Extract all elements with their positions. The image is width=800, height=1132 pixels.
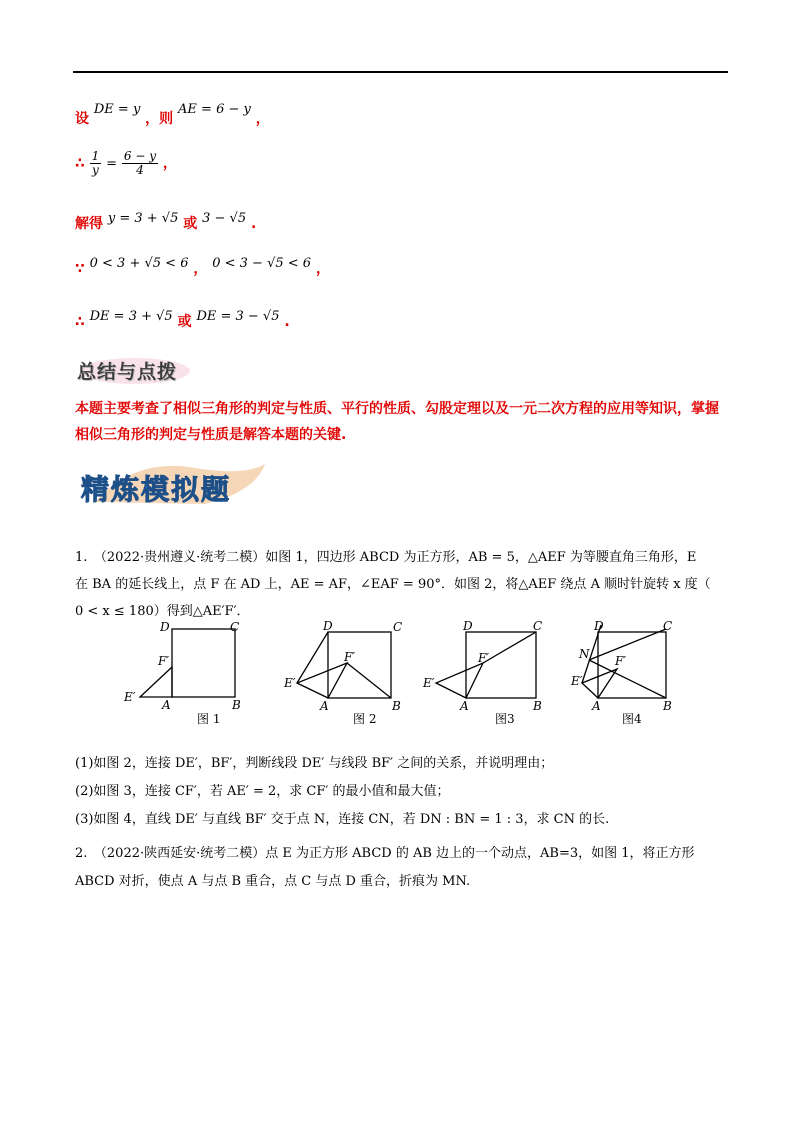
summary-banner	[75, 355, 215, 385]
summary-banner-text: 总结与点拨	[77, 361, 178, 383]
q1-line-3: 0 < x ≤ 180）得到△AE′F′．	[75, 604, 250, 619]
summary-text	[75, 396, 735, 448]
fig2-label-d: D	[323, 619, 333, 633]
fig4-line-cn	[589, 629, 666, 660]
eq-y-solution-2: 3 − √5	[202, 211, 247, 226]
q1-part-2: (2)如图 3，连接 CF′，若 AE′ = 2，求 CF′ 的最小值和最大值；	[75, 784, 450, 799]
fig4-label-e: E′	[571, 674, 583, 688]
period: .	[284, 314, 290, 330]
ineq-1: 0 < 3 + √5 < 6	[89, 256, 189, 271]
fig1-caption: 图 1	[197, 712, 221, 726]
fig1-triangle	[140, 667, 172, 697]
summary-line-1: 本题主要考查了相似三角形的判定与性质、平行的性质、勾股定理以及一元二次方程的应用等知识，掌握	[75, 401, 719, 417]
frac-num: 6 − y	[123, 149, 157, 163]
fraction-1-over-y	[90, 150, 102, 177]
fig1-square	[172, 629, 235, 697]
q1-part-3: (3)如图 4，直线 DE′ 与直线 BF′ 交于点 N，连接 CN，若 DN : BN = 1 : 3，求 CN 的长.	[75, 812, 610, 827]
fig1-label-d: D	[160, 620, 170, 634]
q1-line-2: 在 BA 的延长线上，点 F 在 AD 上，AE = AF，∠EAF = 90°．如图 2，将△AEF 绕点 A 顺时针旋转 x 度（	[75, 577, 711, 592]
period: .	[250, 216, 257, 232]
equals-sign: =	[106, 156, 118, 172]
therefore-symbol: ∴	[75, 314, 85, 330]
fraction-6-minus-y-over-4	[122, 150, 158, 177]
fig4-label-a: A	[592, 699, 601, 713]
fig1-label-b: B	[232, 698, 241, 712]
solution-line-4	[75, 252, 330, 277]
eq-de-2: DE = 3 − √5	[196, 309, 280, 324]
q2-line-1: 2. （2022·陕西延安·统考二模）点 E 为正方形 ABCD 的 AB 边上的一个动点，AB=3，如图 1，将正方形	[75, 846, 695, 861]
fig2-triangle	[297, 663, 347, 698]
header-rule	[73, 71, 728, 73]
q1-line-1: 1. （2022·贵州遵义·统考二模）如图 1，四边形 ABCD 为正方形，AB = 5，△AEF 为等腰直角三角形，E	[75, 550, 697, 565]
fig2-label-e: E′	[284, 676, 296, 690]
fig4-label-c: C	[663, 619, 673, 633]
comma: ，	[193, 261, 208, 277]
figures-panel	[110, 615, 700, 730]
or-label: 或	[183, 216, 198, 232]
fig4-label-f: F′	[615, 654, 627, 668]
fig2-caption: 图 2	[353, 712, 377, 726]
frac-den: 4	[136, 163, 144, 177]
solve-label: 解得	[75, 216, 103, 232]
ineq-2: 0 < 3 − √5 < 6	[212, 256, 312, 271]
frac-num: 1	[91, 149, 100, 163]
fig2-label-c: C	[393, 620, 403, 634]
comma: ，	[315, 261, 330, 277]
comma: ，	[162, 155, 177, 172]
then-label: ，则	[145, 111, 174, 127]
fig1-label-c: C	[230, 620, 240, 634]
fig1-label-e: E′	[124, 690, 136, 704]
fig3-triangle	[436, 663, 483, 698]
or-label: 或	[177, 314, 192, 330]
q2-line-2: ABCD 对折，使点 A 与点 B 重合，点 C 与点 D 重合，折痕为 MN.	[75, 874, 471, 889]
solution-line-5	[75, 305, 290, 330]
fig1-label-a: A	[162, 698, 171, 712]
fig2-label-b: B	[392, 699, 401, 713]
practice-banner	[75, 462, 285, 508]
fig3-label-f: F′	[478, 651, 490, 665]
fig3-label-e: E′	[423, 676, 435, 690]
fig3-line-cf	[483, 632, 536, 663]
because-symbol: ∵	[75, 261, 85, 277]
fig4-square	[598, 632, 666, 698]
eq-ae: AE = 6 − y	[178, 102, 251, 117]
fig4-label-d: D	[594, 619, 604, 633]
fig3-label-b: B	[533, 699, 542, 713]
fig4-label-n: N	[579, 647, 590, 661]
solution-line-3	[75, 207, 257, 232]
practice-banner-text: 精炼模拟题	[81, 473, 232, 506]
q1-part-1: (1)如图 2，连接 DE′，BF′，判断线段 DE′ 与线段 BF′ 之间的关系，并说明理由；	[75, 756, 554, 771]
fig4-line-bn	[589, 660, 666, 698]
let-label: 设	[75, 111, 89, 127]
fig4-label-b: B	[663, 699, 672, 713]
fig3-caption: 图3	[495, 712, 515, 726]
solution-line-1	[75, 98, 270, 127]
therefore-symbol: ∴	[75, 155, 85, 172]
fig2-line-bf	[347, 663, 391, 698]
eq-de-y: DE = y	[93, 102, 141, 117]
summary-line-2: 相似三角形的判定与性质是解答本题的关键.	[75, 427, 347, 443]
fig3-label-c: C	[533, 619, 543, 633]
fig2-label-f: F′	[344, 650, 356, 664]
frac-den: y	[92, 163, 99, 177]
eq-y-solution-1: y = 3 + √5	[107, 211, 179, 226]
fig2-square	[328, 632, 391, 698]
question-1-parts	[75, 756, 735, 840]
eq-de-1: DE = 3 + √5	[89, 309, 173, 324]
question-2	[75, 846, 735, 902]
fig4-caption: 图4	[622, 712, 642, 726]
solution-line-2	[75, 150, 177, 177]
fig2-label-a: A	[320, 699, 329, 713]
fig3-label-d: D	[463, 619, 473, 633]
fig1-label-f: F′	[158, 654, 170, 668]
comma: ，	[255, 111, 270, 127]
fig3-square	[466, 632, 536, 698]
fig2-line-de	[297, 632, 328, 683]
fig3-label-a: A	[460, 699, 469, 713]
fig4-triangle	[582, 669, 617, 698]
